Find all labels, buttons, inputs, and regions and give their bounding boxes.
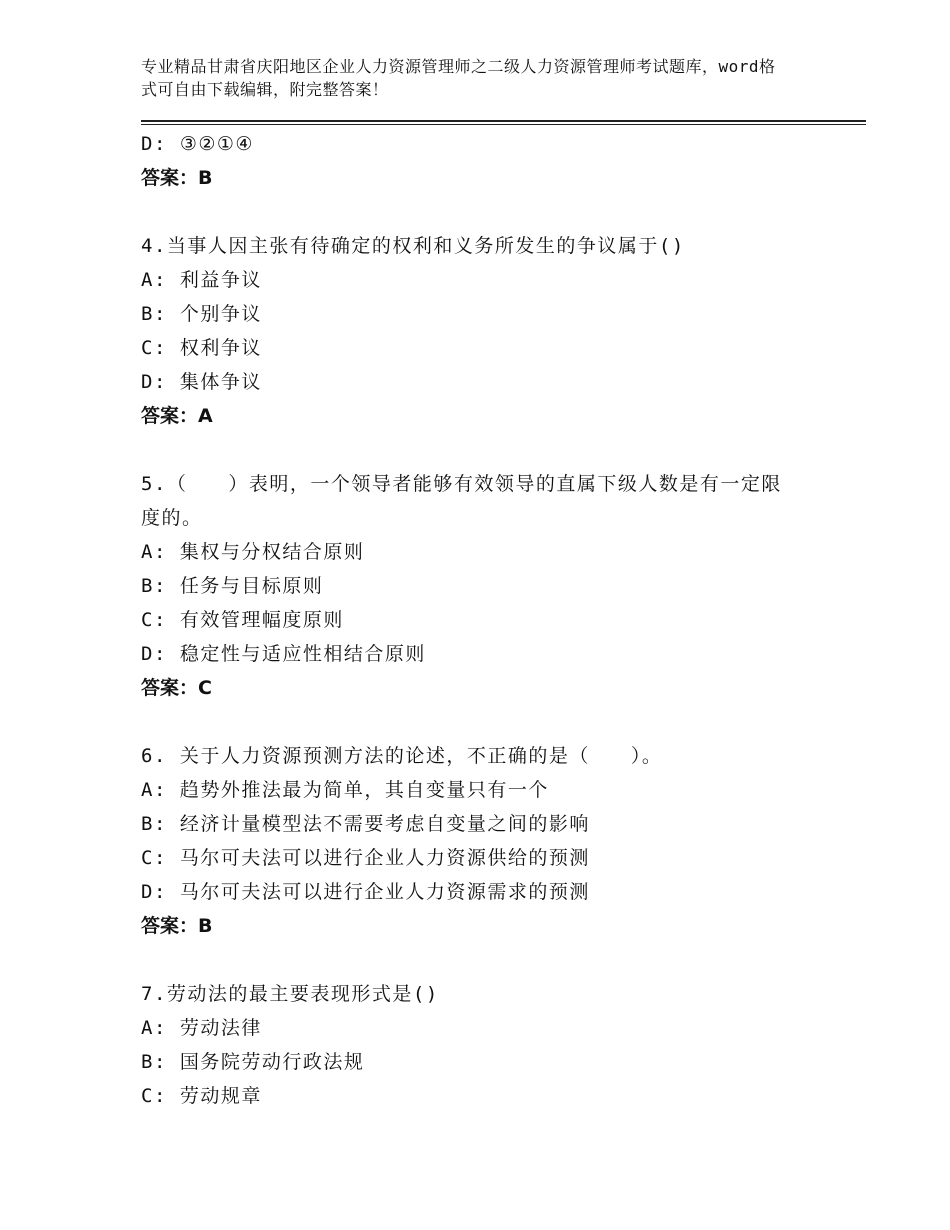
option-d: D: 稳定性与适应性相结合原则 <box>141 643 426 665</box>
option-c: C: 有效管理幅度原则 <box>141 609 344 631</box>
document-body <box>141 127 821 1113</box>
question-5 <box>141 467 821 705</box>
option-d: D: ③②①④ <box>141 133 254 155</box>
option-b: B: 任务与目标原则 <box>141 575 324 597</box>
option-b: B: 个别争议 <box>141 303 262 325</box>
option-c: C: 权利争议 <box>141 337 262 359</box>
option-b: B: 经济计量模型法不需要考虑自变量之间的影响 <box>141 813 590 835</box>
option-a: A: 劳动法律 <box>141 1017 262 1039</box>
answer: 答案：B <box>141 915 213 937</box>
option-a: A: 趋势外推法最为简单，其自变量只有一个 <box>141 779 549 801</box>
answer: 答案：C <box>141 677 212 699</box>
header-divider <box>141 120 866 125</box>
question-6 <box>141 739 821 943</box>
question-stem: 7.劳动法的最主要表现形式是() <box>141 983 439 1005</box>
option-a: A: 集权与分权结合原则 <box>141 541 365 563</box>
question-7 <box>141 977 821 1113</box>
answer: 答案：B <box>141 167 213 189</box>
option-a: A: 利益争议 <box>141 269 262 291</box>
option-d: D: 马尔可夫法可以进行企业人力资源需求的预测 <box>141 881 590 903</box>
question-stem: 6. 关于人力资源预测方法的论述，不正确的是（ ）。 <box>141 745 663 767</box>
question-stem: 5.（ ）表明，一个领导者能够有效领导的直属下级人数是有一定限度的。 <box>141 473 782 529</box>
option-c: C: 劳动规章 <box>141 1085 262 1107</box>
answer: 答案：A <box>141 405 213 427</box>
option-d: D: 集体争议 <box>141 371 262 393</box>
option-c: C: 马尔可夫法可以进行企业人力资源供给的预测 <box>141 847 590 869</box>
page-header: 专业精品甘肃省庆阳地区企业人力资源管理师之二级人力资源管理师考试题库，word格式可自由下载编辑，附完整答案！ <box>141 57 776 99</box>
question-stem: 4.当事人因主张有待确定的权利和义务所发生的争议属于() <box>141 235 685 257</box>
question-4 <box>141 229 821 433</box>
option-b: B: 国务院劳动行政法规 <box>141 1051 365 1073</box>
